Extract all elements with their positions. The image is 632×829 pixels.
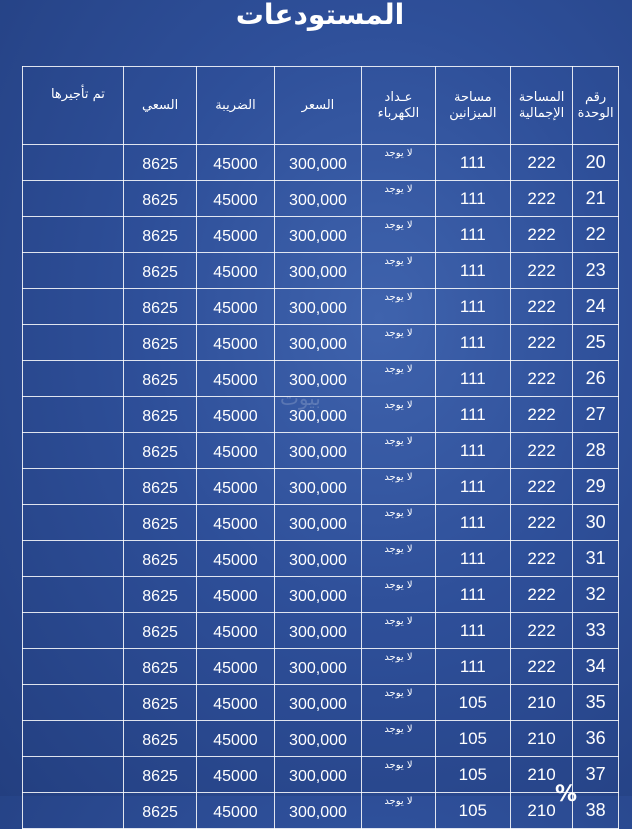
- commission-cell: 8625: [123, 721, 196, 757]
- mezzanine-area-cell: 111: [435, 325, 510, 361]
- rented-cell: [23, 289, 124, 325]
- price-cell: 300,000: [274, 469, 362, 505]
- rented-cell: [23, 757, 124, 793]
- rented-cell: [23, 253, 124, 289]
- mezzanine-area-cell: 111: [435, 469, 510, 505]
- price-cell: 300,000: [274, 397, 362, 433]
- commission-cell: 8625: [123, 145, 196, 181]
- rented-cell: [23, 217, 124, 253]
- price-cell: 300,000: [274, 433, 362, 469]
- rented-cell: [23, 793, 124, 829]
- unit-number-cell: 36: [573, 721, 619, 757]
- price-cell: 300,000: [274, 145, 362, 181]
- unit-number-cell: 33: [573, 613, 619, 649]
- table-row: [23, 793, 619, 829]
- unit-number-cell: 28: [573, 433, 619, 469]
- electric-meter-cell: لا يوجد: [362, 757, 435, 793]
- table-row: [23, 289, 619, 325]
- mezzanine-area-cell: 111: [435, 577, 510, 613]
- rented-cell: [23, 181, 124, 217]
- rented-cell: [23, 685, 124, 721]
- price-cell: 300,000: [274, 325, 362, 361]
- table-body: [23, 145, 619, 829]
- tax-cell: 45000: [197, 793, 274, 829]
- electric-meter-cell: لا يوجد: [362, 325, 435, 361]
- total-area-cell: 222: [511, 505, 573, 541]
- total-area-cell: 222: [511, 433, 573, 469]
- price-cell: 300,000: [274, 793, 362, 829]
- electric-meter-cell: لا يوجد: [362, 145, 435, 181]
- tax-cell: 45000: [197, 181, 274, 217]
- mezzanine-area-cell: 111: [435, 541, 510, 577]
- tax-cell: 45000: [197, 577, 274, 613]
- header-total-area: المساحة الإجمالية: [511, 67, 573, 145]
- table-row: [23, 577, 619, 613]
- total-area-cell: 222: [511, 181, 573, 217]
- commission-cell: 8625: [123, 649, 196, 685]
- watermark-logo: بيوت: [280, 386, 321, 410]
- commission-cell: 8625: [123, 289, 196, 325]
- price-cell: 300,000: [274, 757, 362, 793]
- commission-cell: 8625: [123, 613, 196, 649]
- mezzanine-area-cell: 111: [435, 397, 510, 433]
- total-area-cell: 222: [511, 289, 573, 325]
- electric-meter-cell: لا يوجد: [362, 793, 435, 829]
- commission-cell: 8625: [123, 505, 196, 541]
- table-row: [23, 433, 619, 469]
- table-row: [23, 505, 619, 541]
- mezzanine-area-cell: 111: [435, 145, 510, 181]
- commission-cell: 8625: [123, 217, 196, 253]
- total-area-cell: 210: [511, 793, 573, 829]
- table-row: [23, 685, 619, 721]
- table-row: [23, 325, 619, 361]
- rented-cell: [23, 469, 124, 505]
- unit-number-cell: 37: [573, 757, 619, 793]
- tax-cell: 45000: [197, 721, 274, 757]
- table-row: [23, 181, 619, 217]
- table-header-row: [23, 67, 619, 145]
- tax-cell: 45000: [197, 433, 274, 469]
- rented-cell: [23, 541, 124, 577]
- mezzanine-area-cell: 111: [435, 505, 510, 541]
- tax-cell: 45000: [197, 289, 274, 325]
- tax-cell: 45000: [197, 217, 274, 253]
- electric-meter-cell: لا يوجد: [362, 181, 435, 217]
- table-row: [23, 217, 619, 253]
- electric-meter-cell: لا يوجد: [362, 289, 435, 325]
- total-area-cell: 222: [511, 577, 573, 613]
- commission-cell: 8625: [123, 253, 196, 289]
- price-cell: 300,000: [274, 505, 362, 541]
- unit-number-cell: 23: [573, 253, 619, 289]
- total-area-cell: 210: [511, 685, 573, 721]
- total-area-cell: 222: [511, 649, 573, 685]
- mezzanine-area-cell: 111: [435, 613, 510, 649]
- price-cell: 300,000: [274, 541, 362, 577]
- unit-number-cell: 27: [573, 397, 619, 433]
- unit-number-cell: 22: [573, 217, 619, 253]
- rented-cell: [23, 577, 124, 613]
- tax-cell: 45000: [197, 253, 274, 289]
- tax-cell: 45000: [197, 325, 274, 361]
- commission-cell: 8625: [123, 325, 196, 361]
- commission-cell: 8625: [123, 433, 196, 469]
- electric-meter-cell: لا يوجد: [362, 433, 435, 469]
- rented-cell: [23, 361, 124, 397]
- rented-cell: [23, 397, 124, 433]
- price-cell: 300,000: [274, 217, 362, 253]
- mezzanine-area-cell: 111: [435, 217, 510, 253]
- unit-number-cell: 34: [573, 649, 619, 685]
- table-row: [23, 721, 619, 757]
- rented-cell: [23, 649, 124, 685]
- electric-meter-cell: لا يوجد: [362, 541, 435, 577]
- unit-number-cell: 31: [573, 541, 619, 577]
- page-title: المستودعات: [235, 0, 405, 31]
- tax-cell: 45000: [197, 757, 274, 793]
- table-row: [23, 253, 619, 289]
- unit-number-cell: 29: [573, 469, 619, 505]
- commission-cell: 8625: [123, 541, 196, 577]
- electric-meter-cell: لا يوجد: [362, 361, 435, 397]
- rented-cell: [23, 613, 124, 649]
- unit-number-cell: 32: [573, 577, 619, 613]
- total-area-cell: 222: [511, 613, 573, 649]
- header-rented: تم تأجيرها: [23, 67, 124, 145]
- unit-number-cell: 38: [573, 793, 619, 829]
- mezzanine-area-cell: 111: [435, 181, 510, 217]
- total-area-cell: 210: [511, 721, 573, 757]
- rented-cell: [23, 721, 124, 757]
- total-area-cell: 222: [511, 217, 573, 253]
- mezzanine-area-cell: 111: [435, 433, 510, 469]
- unit-number-cell: 26: [573, 361, 619, 397]
- header-electric-meter: عـداد الكهرباء: [362, 67, 435, 145]
- price-cell: 300,000: [274, 685, 362, 721]
- total-area-cell: 222: [511, 361, 573, 397]
- tax-cell: 45000: [197, 361, 274, 397]
- commission-cell: 8625: [123, 469, 196, 505]
- unit-number-cell: 35: [573, 685, 619, 721]
- commission-cell: 8625: [123, 793, 196, 829]
- price-cell: 300,000: [274, 253, 362, 289]
- table-row: [23, 613, 619, 649]
- commission-cell: 8625: [123, 685, 196, 721]
- tax-cell: 45000: [197, 649, 274, 685]
- rented-cell: [23, 145, 124, 181]
- price-cell: 300,000: [274, 613, 362, 649]
- tax-cell: 45000: [197, 469, 274, 505]
- total-area-cell: 222: [511, 541, 573, 577]
- price-cell: 300,000: [274, 181, 362, 217]
- unit-number-cell: 21: [573, 181, 619, 217]
- commission-cell: 8625: [123, 181, 196, 217]
- price-cell: 300,000: [274, 289, 362, 325]
- table-row: [23, 541, 619, 577]
- header-mezzanine-area: مساحة الميزانين: [435, 67, 510, 145]
- mezzanine-area-cell: 111: [435, 253, 510, 289]
- table-row: [23, 469, 619, 505]
- electric-meter-cell: لا يوجد: [362, 253, 435, 289]
- electric-meter-cell: لا يوجد: [362, 469, 435, 505]
- table-row: [23, 757, 619, 793]
- price-cell: 300,000: [274, 361, 362, 397]
- electric-meter-cell: لا يوجد: [362, 397, 435, 433]
- tax-cell: 45000: [197, 613, 274, 649]
- electric-meter-cell: لا يوجد: [362, 721, 435, 757]
- price-cell: 300,000: [274, 577, 362, 613]
- electric-meter-cell: لا يوجد: [362, 685, 435, 721]
- table-row: [23, 649, 619, 685]
- mezzanine-area-cell: 105: [435, 685, 510, 721]
- mezzanine-area-cell: 111: [435, 361, 510, 397]
- commission-cell: 8625: [123, 577, 196, 613]
- warehouse-units-table: [22, 66, 619, 829]
- tax-cell: 45000: [197, 685, 274, 721]
- header-price: السعر: [274, 67, 362, 145]
- header-tax: الضريبة: [197, 67, 274, 145]
- commission-cell: 8625: [123, 757, 196, 793]
- electric-meter-cell: لا يوجد: [362, 217, 435, 253]
- total-area-cell: 222: [511, 253, 573, 289]
- electric-meter-cell: لا يوجد: [362, 505, 435, 541]
- electric-meter-cell: لا يوجد: [362, 613, 435, 649]
- header-commission: السعي: [123, 67, 196, 145]
- mezzanine-area-cell: 111: [435, 289, 510, 325]
- electric-meter-cell: لا يوجد: [362, 649, 435, 685]
- mezzanine-area-cell: 105: [435, 721, 510, 757]
- mezzanine-area-cell: 105: [435, 757, 510, 793]
- tax-cell: 45000: [197, 505, 274, 541]
- unit-number-cell: 20: [573, 145, 619, 181]
- commission-cell: 8625: [123, 361, 196, 397]
- tax-cell: 45000: [197, 541, 274, 577]
- total-area-cell: 222: [511, 469, 573, 505]
- price-cell: 300,000: [274, 649, 362, 685]
- total-area-cell: 222: [511, 325, 573, 361]
- unit-number-cell: 25: [573, 325, 619, 361]
- unit-number-cell: 24: [573, 289, 619, 325]
- mezzanine-area-cell: 111: [435, 649, 510, 685]
- electric-meter-cell: لا يوجد: [362, 577, 435, 613]
- total-area-cell: 222: [511, 397, 573, 433]
- tax-cell: 45000: [197, 145, 274, 181]
- tax-cell: 45000: [197, 397, 274, 433]
- commission-cell: 8625: [123, 397, 196, 433]
- header-unit-number: رقم الوحدة: [573, 67, 619, 145]
- footer-fragment: %: [555, 782, 578, 807]
- unit-number-cell: 30: [573, 505, 619, 541]
- total-area-cell: 210: [511, 757, 573, 793]
- rented-cell: [23, 433, 124, 469]
- rented-cell: [23, 505, 124, 541]
- mezzanine-area-cell: 105: [435, 793, 510, 829]
- table-row: [23, 145, 619, 181]
- price-cell: 300,000: [274, 721, 362, 757]
- total-area-cell: 222: [511, 145, 573, 181]
- rented-cell: [23, 325, 124, 361]
